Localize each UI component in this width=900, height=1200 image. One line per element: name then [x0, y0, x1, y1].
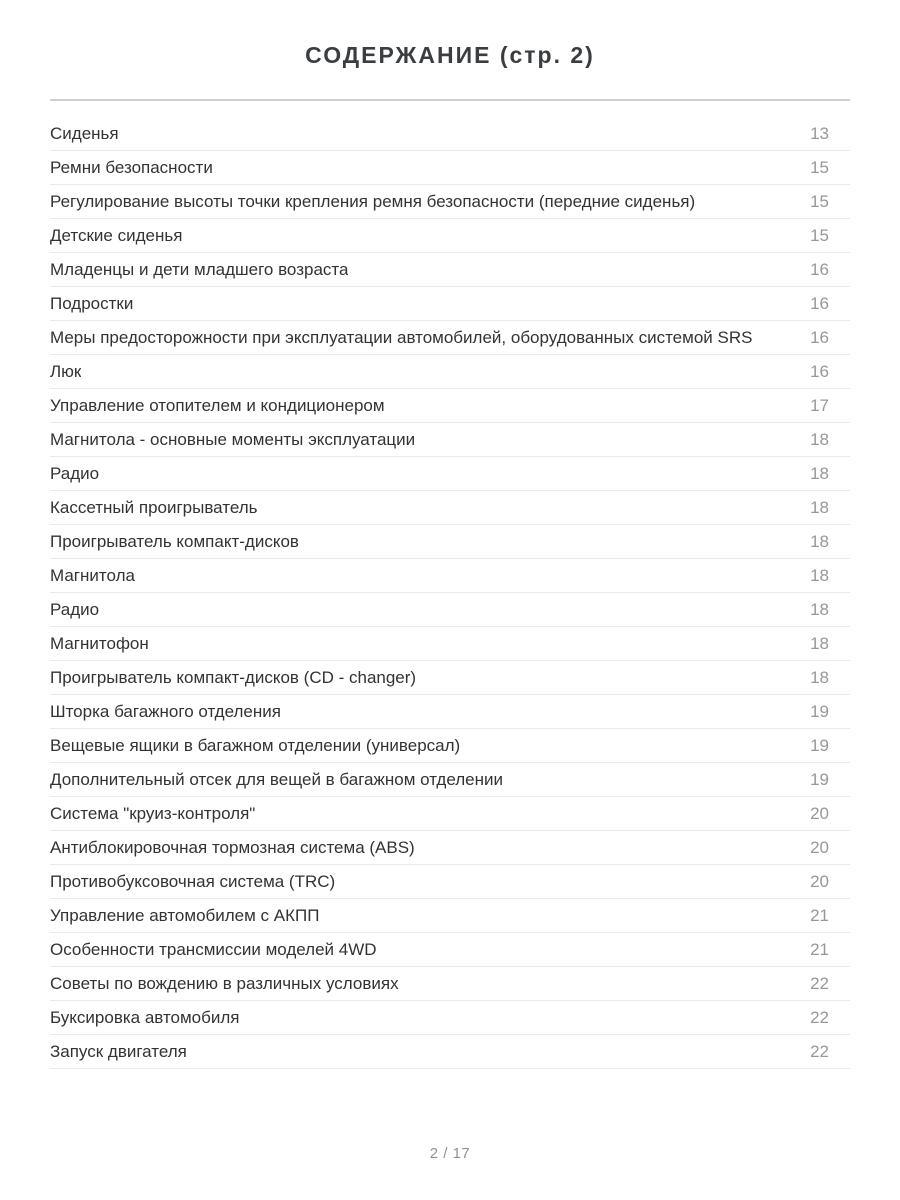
toc-entry-label: Дополнительный отсек для вещей в багажном отделении: [50, 769, 503, 789]
toc-row[interactable]: [50, 253, 850, 287]
toc-entry-label: Радио: [50, 463, 100, 483]
toc-entry-page-number: 15: [810, 157, 829, 177]
toc-entry-page-number: 19: [810, 735, 829, 755]
toc-row[interactable]: [50, 491, 850, 525]
toc-entry-page-number: 20: [810, 837, 829, 857]
toc-entry-page-number: 22: [810, 1007, 829, 1027]
toc-entry-page-number: 21: [810, 939, 829, 959]
toc-entry-label: Магнитофон: [50, 633, 149, 653]
toc-entry-label: Подростки: [50, 293, 134, 313]
toc-entry-label: Магнитола: [50, 565, 135, 585]
title-divider: [50, 99, 850, 101]
toc-row[interactable]: [50, 593, 850, 627]
toc-entry-page-number: 16: [810, 361, 829, 381]
toc-entry-page-number: 18: [810, 599, 829, 619]
toc-entry-page-number: 16: [810, 259, 829, 279]
toc-entry-page-number: 17: [810, 395, 829, 415]
toc-entry-label: Вещевые ящики в багажном отделении (универсал): [50, 735, 461, 755]
toc-row[interactable]: [50, 117, 850, 151]
toc-entry-label: Шторка багажного отделения: [50, 701, 281, 721]
toc-entry-label: Меры предосторожности при эксплуатации автомобилей, оборудованных системой SRS: [50, 327, 753, 347]
toc-row[interactable]: [50, 423, 850, 457]
toc-entry-label: Запуск двигателя: [50, 1041, 187, 1061]
toc-entry-label: Проигрыватель компакт-дисков: [50, 531, 299, 551]
toc-row[interactable]: [50, 899, 850, 933]
toc-row[interactable]: [50, 185, 850, 219]
toc-row[interactable]: [50, 967, 850, 1001]
toc-entry-label: Система "круиз-контроля": [50, 803, 256, 823]
toc-entry-page-number: 19: [810, 701, 829, 721]
toc-row[interactable]: [50, 525, 850, 559]
toc-entry-page-number: 13: [810, 123, 829, 143]
toc-row[interactable]: [50, 831, 850, 865]
toc-entry-page-number: 20: [810, 803, 829, 823]
toc-row[interactable]: [50, 865, 850, 899]
toc-row[interactable]: [50, 729, 850, 763]
toc-entry-label: Детские сиденья: [50, 225, 183, 245]
toc-entry-page-number: 16: [810, 293, 829, 313]
toc-entry-page-number: 18: [810, 531, 829, 551]
toc-row[interactable]: [50, 661, 850, 695]
toc-entry-label: Управление автомобилем с АКПП: [50, 905, 320, 925]
toc-row[interactable]: [50, 627, 850, 661]
toc-entry-label: Противобуксовочная система (TRC): [50, 871, 336, 891]
toc-entry-label: Магнитола - основные моменты эксплуатации: [50, 429, 416, 449]
toc-row[interactable]: [50, 559, 850, 593]
toc-entry-label: Антиблокировочная тормозная система (ABS): [50, 837, 415, 857]
toc-row[interactable]: [50, 457, 850, 491]
toc-row[interactable]: [50, 1035, 850, 1069]
toc-entry-page-number: 18: [810, 497, 829, 517]
toc-row[interactable]: [50, 287, 850, 321]
toc-row[interactable]: [50, 219, 850, 253]
toc-row[interactable]: [50, 151, 850, 185]
toc-entry-page-number: 16: [810, 327, 829, 347]
toc-entry-page-number: 15: [810, 191, 829, 211]
toc-entry-page-number: 19: [810, 769, 829, 789]
toc-entry-page-number: 22: [810, 973, 829, 993]
toc-entry-page-number: 18: [810, 633, 829, 653]
toc-row[interactable]: [50, 389, 850, 423]
toc-entry-page-number: 21: [810, 905, 829, 925]
toc-row[interactable]: [50, 321, 850, 355]
toc-entry-page-number: 20: [810, 871, 829, 891]
toc-entry-label: Сиденья: [50, 123, 119, 143]
toc-row[interactable]: [50, 763, 850, 797]
toc-row[interactable]: [50, 1001, 850, 1035]
toc-list: [50, 117, 850, 1069]
page-title: СОДЕРЖАНИЕ (стр. 2): [305, 42, 595, 68]
toc-entry-label: Управление отопителем и кондиционером: [50, 395, 385, 415]
toc-row[interactable]: [50, 797, 850, 831]
toc-entry-page-number: 18: [810, 429, 829, 449]
toc-row[interactable]: [50, 695, 850, 729]
toc-row[interactable]: [50, 355, 850, 389]
toc-entry-label: Люк: [50, 361, 82, 381]
page-indicator: 2 / 17: [429, 1145, 471, 1162]
toc-entry-label: Кассетный проигрыватель: [50, 497, 258, 517]
toc-entry-label: Радио: [50, 599, 100, 619]
toc-entry-label: Регулирование высоты точки крепления ремня безопасности (передние сиденья): [50, 191, 696, 211]
toc-entry-page-number: 18: [810, 667, 829, 687]
toc-entry-label: Особенности трансмиссии моделей 4WD: [50, 939, 377, 959]
toc-entry-label: Буксировка автомобиля: [50, 1007, 240, 1027]
toc-entry-page-number: 15: [810, 225, 829, 245]
toc-entry-page-number: 22: [810, 1041, 829, 1061]
toc-entry-page-number: 18: [810, 463, 829, 483]
toc-row[interactable]: [50, 933, 850, 967]
toc-entry-label: Советы по вождению в различных условиях: [50, 973, 399, 993]
toc-entry-label: Проигрыватель компакт-дисков (CD - changer): [50, 667, 417, 687]
toc-entry-page-number: 18: [810, 565, 829, 585]
toc-entry-label: Младенцы и дети младшего возраста: [50, 259, 349, 279]
toc-entry-label: Ремни безопасности: [50, 157, 213, 177]
